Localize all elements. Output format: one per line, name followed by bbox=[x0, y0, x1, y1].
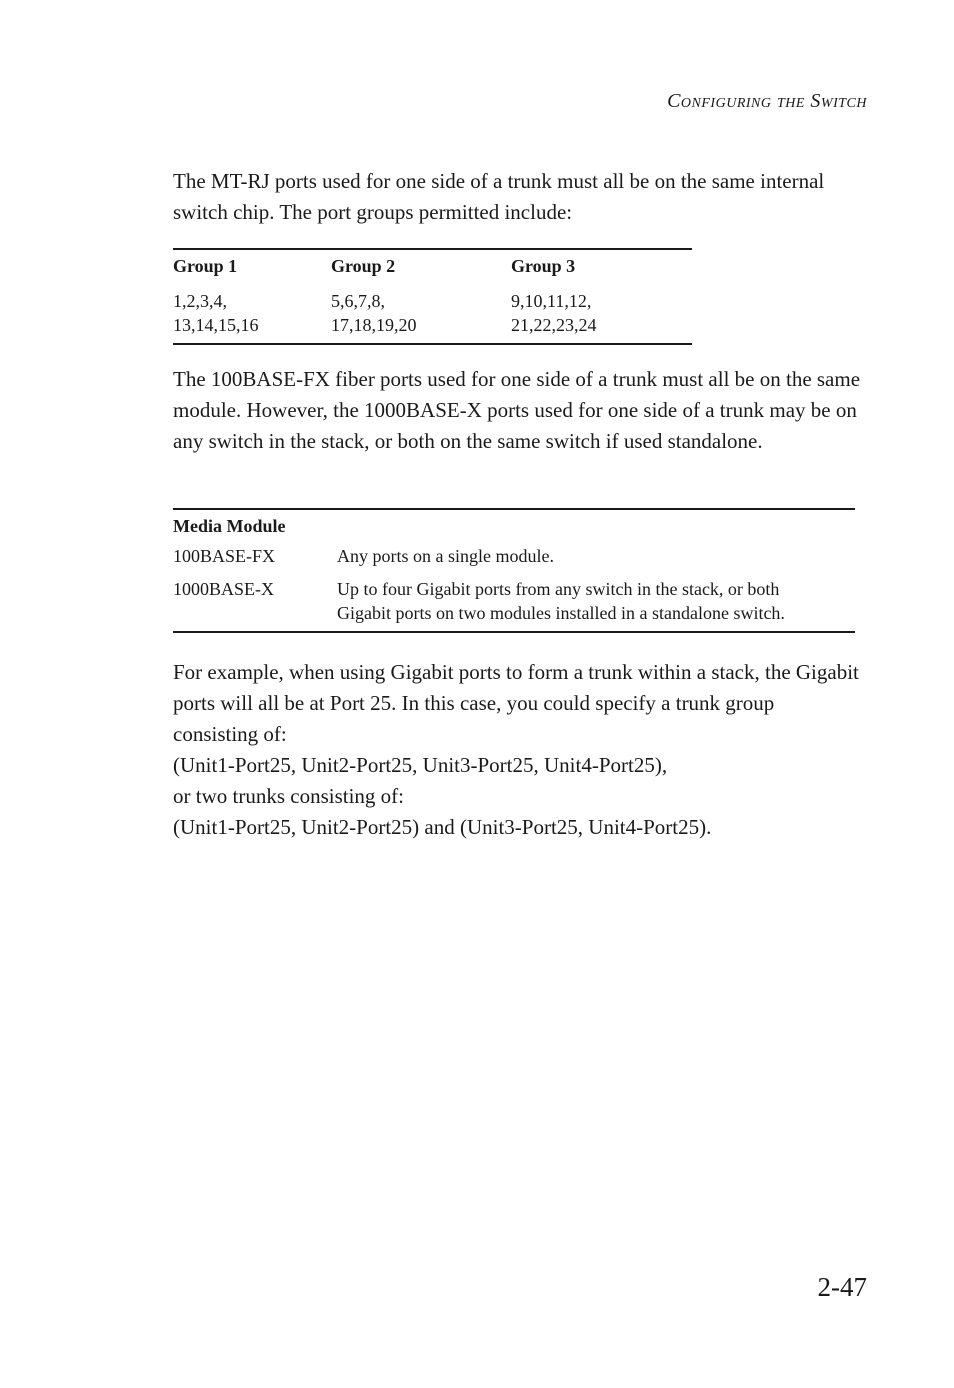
table-row bbox=[173, 289, 692, 313]
example-text: For example, when using Gigabit ports to form a trunk within a stack, the Gigabit ports will all be at Port 25. In this case, you could specify a trunk group consisting of: bbox=[173, 660, 859, 746]
header-group-1: Group 1 bbox=[173, 256, 238, 276]
description-line: Any ports on a single module. bbox=[337, 546, 554, 566]
module-name: 1000BASE-X bbox=[173, 579, 275, 599]
paragraph-example bbox=[173, 657, 863, 843]
table-cell: 9,10,11,12, bbox=[511, 291, 592, 311]
page-number: 2-47 bbox=[817, 1272, 867, 1302]
media-module-table bbox=[173, 508, 855, 633]
table-cell: 5,6,7,8, bbox=[331, 291, 385, 311]
table-header-row bbox=[173, 250, 692, 284]
header-group-2: Group 2 bbox=[331, 256, 396, 276]
running-header: Configuring the Switch bbox=[667, 90, 867, 112]
table-row bbox=[173, 544, 855, 577]
table-cell: 13,14,15,16 bbox=[173, 315, 259, 335]
header-group-3: Group 3 bbox=[511, 256, 576, 276]
table-cell: 21,22,23,24 bbox=[511, 315, 597, 335]
description-line: Up to four Gigabit ports from any switch in the stack, or both bbox=[337, 579, 780, 599]
paragraph-mtrj-ports: The MT-RJ ports used for one side of a trunk must all be on the same internal switch chip. The port groups permitted include: bbox=[173, 169, 825, 224]
table-header: Media Module bbox=[173, 516, 286, 536]
paragraph-fiber-ports: The 100BASE-FX fiber ports used for one side of a trunk must all be on the same module. However, the 1000BASE-X ports used for one side of a trunk may be on any switch in the stack, or both on the same switch if used standalone. bbox=[173, 367, 861, 453]
module-description bbox=[337, 577, 855, 625]
table-cell: 17,18,19,20 bbox=[331, 315, 417, 335]
example-text-alt: or two trunks consisting of: bbox=[173, 784, 404, 808]
port-groups-table bbox=[173, 248, 692, 345]
description-line: Gigabit ports on two modules installed in a standalone switch. bbox=[337, 603, 785, 623]
table-cell: 1,2,3,4, bbox=[173, 291, 227, 311]
module-name: 100BASE-FX bbox=[173, 546, 276, 566]
table-row bbox=[173, 577, 855, 631]
example-two-trunks: (Unit1-Port25, Unit2-Port25) and (Unit3-Port25, Unit4-Port25). bbox=[173, 815, 712, 839]
table-body bbox=[173, 284, 692, 343]
example-trunk-group: (Unit1-Port25, Unit2-Port25, Unit3-Port25, Unit4-Port25), bbox=[173, 753, 668, 777]
module-description bbox=[337, 544, 855, 568]
table-row bbox=[173, 313, 692, 337]
